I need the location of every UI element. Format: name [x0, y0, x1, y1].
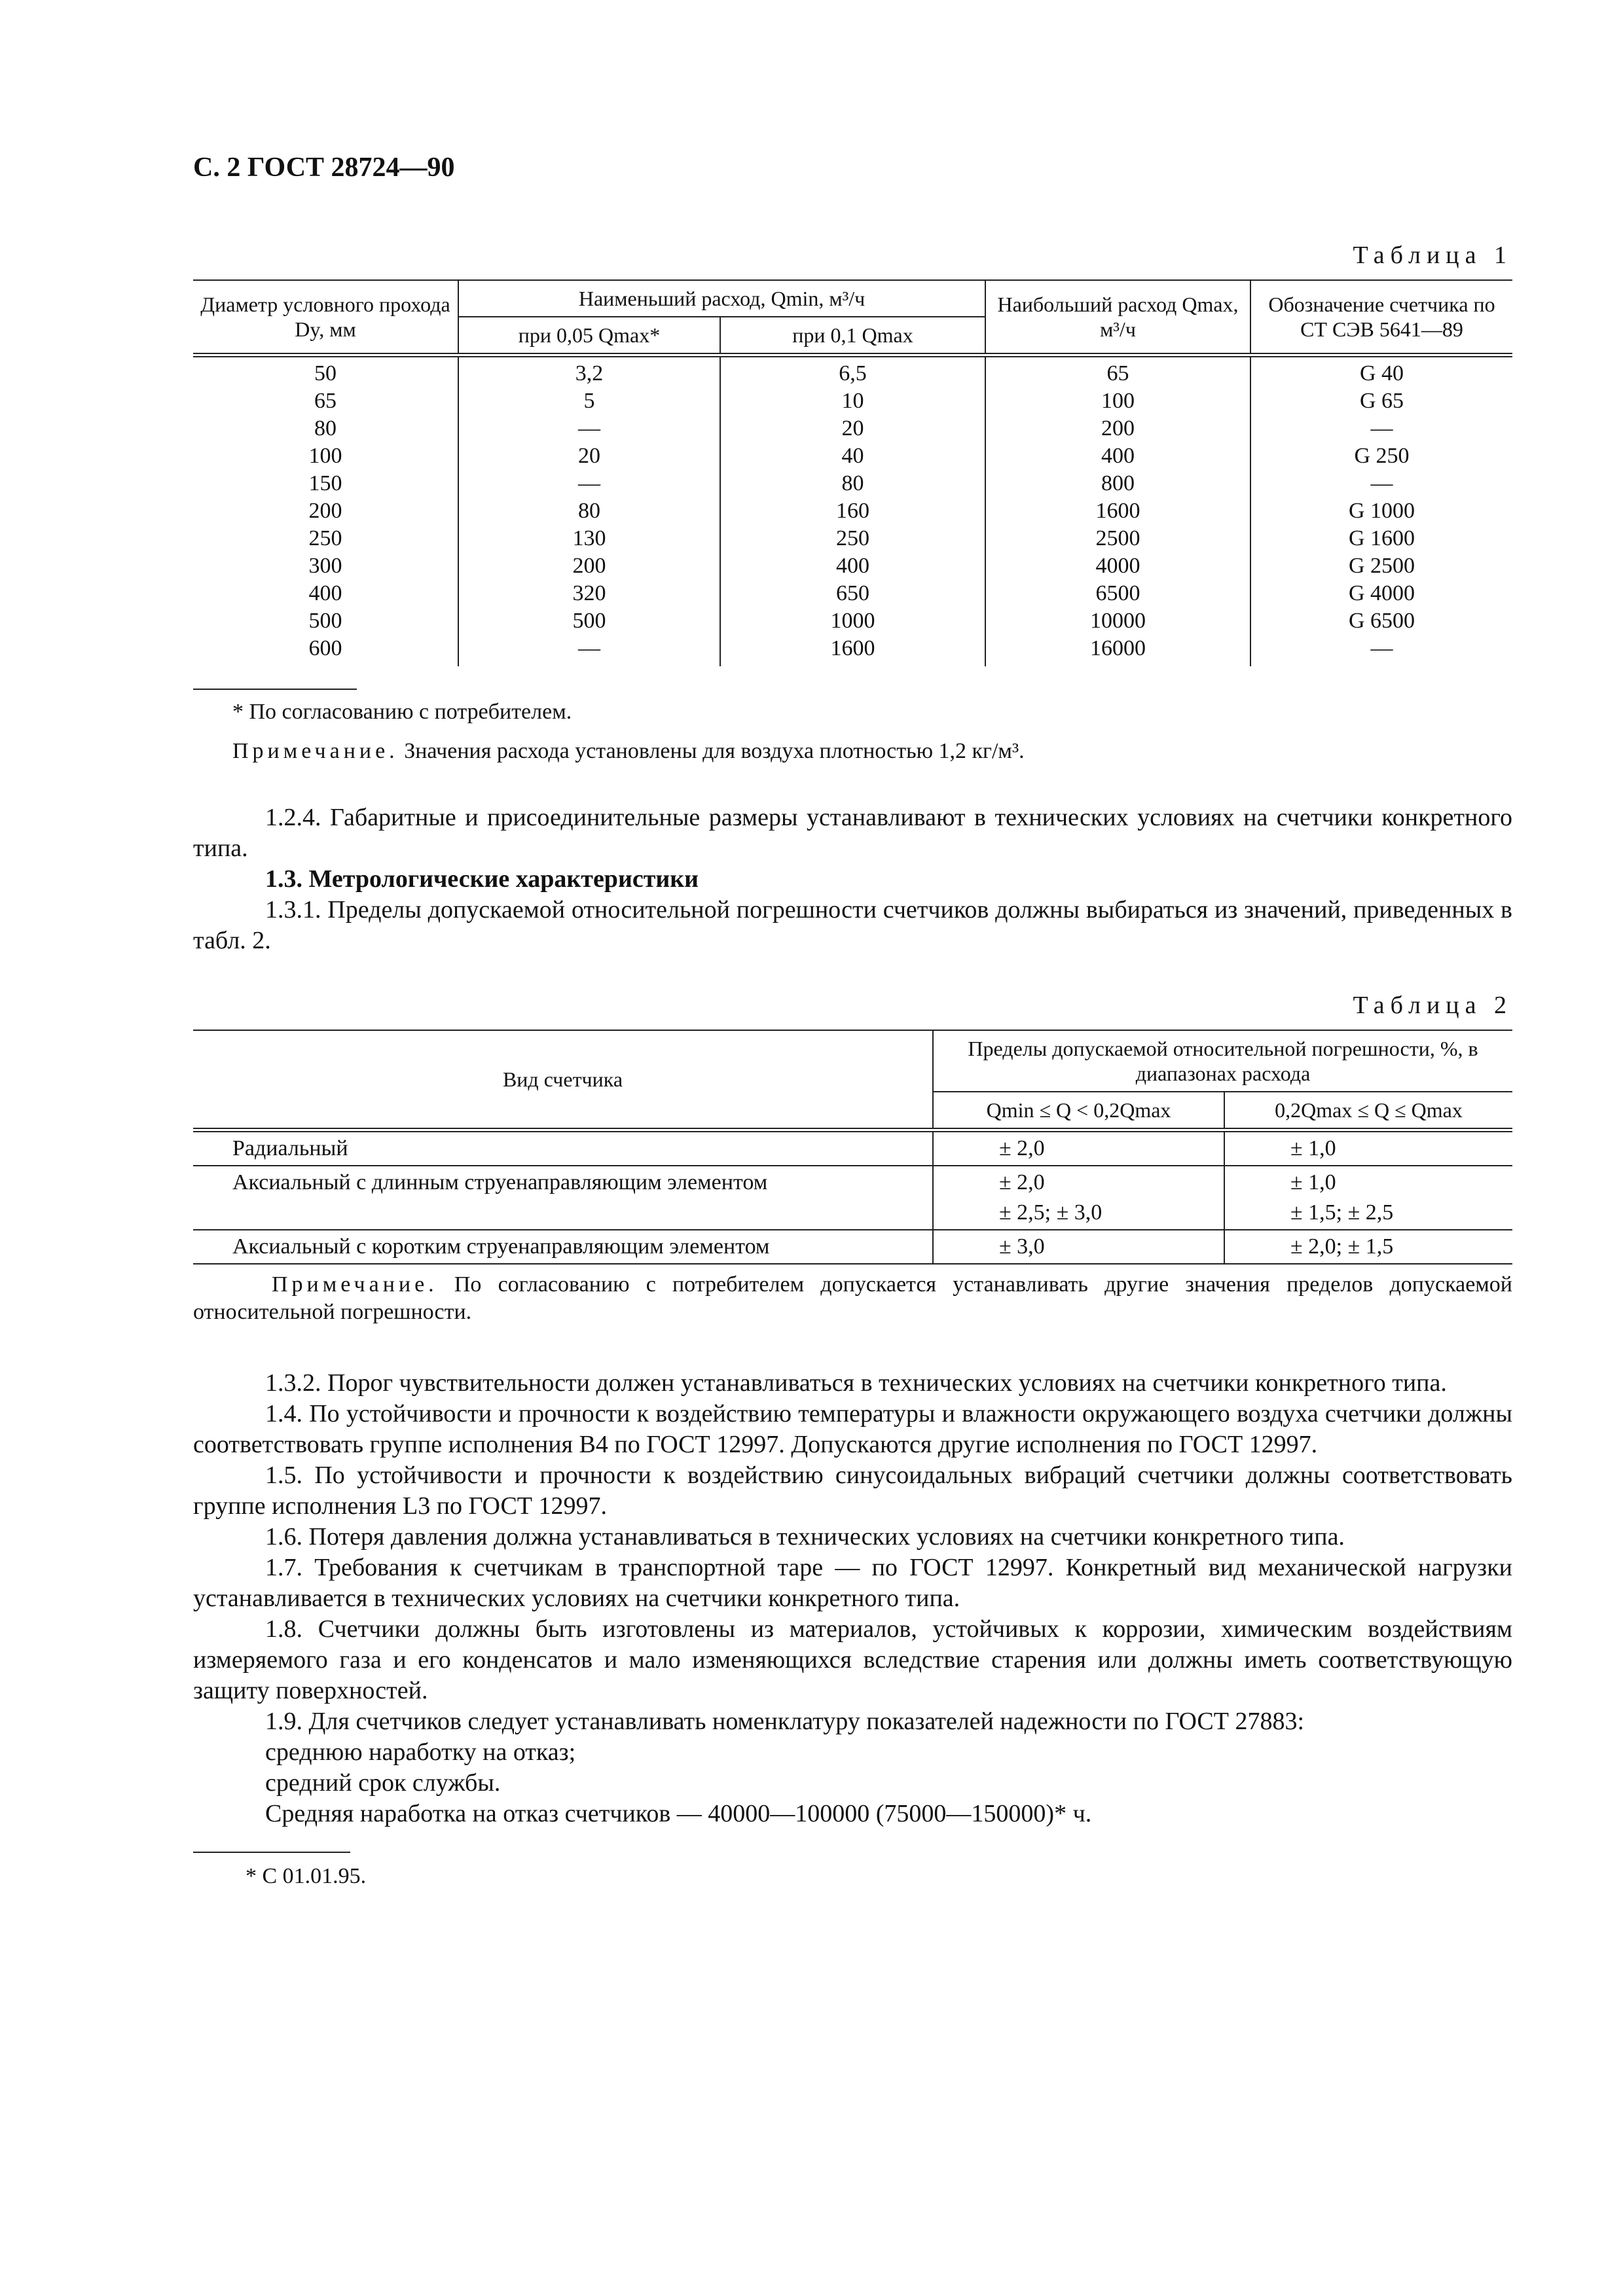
table1-cell: 20 [720, 415, 985, 442]
table2-col2-header: Пределы допускаемой относительной погрешности, %, в диапазонах расхода [933, 1030, 1512, 1092]
table1-cell: 500 [308, 609, 342, 633]
table1-row [193, 497, 1512, 525]
table1-cell: 400 [985, 442, 1250, 470]
table1-cell: 1600 [985, 497, 1250, 525]
table2-cell: ± 2,0 ± 2,5; ± 3,0 [933, 1166, 1224, 1230]
table1-cell: 10 [720, 387, 985, 415]
table2-row [193, 1230, 1512, 1264]
table1-cell: 250 [308, 526, 342, 550]
table2-note-text: По согласованию с потребителем допускается устанавливать другие значения пределов допускаемой относительной погрешности. [193, 1272, 1512, 1324]
page-header: С. 2 ГОСТ 28724—90 [193, 152, 455, 183]
footnote2: * С 01.01.95. [246, 1864, 367, 1888]
table1-cell: 16000 [985, 635, 1250, 666]
table1-col2b-header: при 0,1 Qmax [720, 317, 985, 355]
table2-col2b-header: 0,2Qmax ≤ Q ≤ Qmax [1224, 1092, 1512, 1130]
table1-cell: 80 [720, 470, 985, 497]
table1-row [193, 525, 1512, 552]
para-1-2-4: 1.2.4. Габаритные и присоединительные размеры устанавливают в технических условиях на счетчики конкретного типа. [193, 804, 1512, 862]
table1-cell: 3,2 [458, 355, 720, 388]
table2-body [193, 1130, 1512, 1265]
table1-cell: 130 [458, 525, 720, 552]
table1-cell: 400 [720, 552, 985, 580]
table2-col2a-header: Qmin ≤ Q < 0,2Qmax [933, 1092, 1224, 1130]
section-heading-1-3: 1.3. Метрологические характеристики [265, 865, 699, 893]
table2-cell: ± 3,0 [933, 1230, 1224, 1264]
table1-row [193, 442, 1512, 470]
list-item: Средняя наработка на отказ счетчиков — 40000—100000 (75000—150000)* ч. [265, 1800, 1092, 1827]
paragraph: 1.3.2. Порог чувствительности должен устанавливаться в технических условиях на счетчики конкретного типа. [265, 1369, 1447, 1397]
table1-note-label: Примечание. [232, 739, 399, 763]
table1-cell: 4000 [985, 552, 1250, 580]
table1-row [193, 580, 1512, 607]
table1-cell: 5 [458, 387, 720, 415]
table2-cell: ± 1,0 [1224, 1130, 1512, 1166]
table1-cell: 65 [985, 355, 1250, 388]
table1-note [193, 737, 1512, 766]
table1-cell: 10000 [985, 607, 1250, 635]
paragraph: 1.6. Потеря давления должна устанавливаться в технических условиях на счетчики конкретного типа. [265, 1523, 1345, 1551]
table1-cell: 200 [458, 552, 720, 580]
table1-row [193, 552, 1512, 580]
table1-cell: G 6500 [1250, 607, 1512, 635]
table1-body [193, 355, 1512, 667]
table1-col1-header: Диаметр условного прохода Dy, мм [193, 280, 458, 355]
table2 [193, 1030, 1512, 1265]
table1-cell: 50 [314, 361, 337, 386]
table1-cell: 65 [314, 389, 337, 413]
para-1-3-1: 1.3.1. Пределы допускаемой относительной погрешности счетчиков должны выбираться из значений, приведенных в табл. 2. [193, 896, 1512, 954]
table1-row [193, 355, 1512, 388]
table2-cell: Аксиальный с длинным струенаправляющим элементом [232, 1170, 768, 1194]
table1-note-text: Значения расхода установлены для воздуха плотностью 1,2 кг/м³. [398, 739, 1025, 763]
table1-cell: G 65 [1250, 387, 1512, 415]
table1-cell: 40 [720, 442, 985, 470]
table1-cell: 400 [308, 581, 342, 605]
table1-row [193, 470, 1512, 497]
table1-cell: — [1250, 470, 1512, 497]
paragraph: 1.9. Для счетчиков следует устанавливать номенклатуру показателей надежности по ГОСТ 27883: [265, 1708, 1305, 1735]
table2-cell: Аксиальный с коротким струенаправляющим элементом [232, 1234, 770, 1259]
table1-cell: G 2500 [1250, 552, 1512, 580]
table2-cell: Радиальный [232, 1136, 348, 1160]
paragraph: 1.8. Счетчики должны быть изготовлены из материалов, устойчивых к коррозии, химическим воздействиям измеряемого газа и его конденсатов и мало изменяющихся вследствие старения или должны иметь соответствующую защиту поверхностей. [193, 1615, 1512, 1704]
table2-cell: ± 1,0 ± 1,5; ± 2,5 [1224, 1166, 1512, 1230]
table1-cell: — [1250, 415, 1512, 442]
table1-cell: — [1250, 635, 1512, 666]
table1-cell: G 1600 [1250, 525, 1512, 552]
table1-cell: 500 [458, 607, 720, 635]
table1-row [193, 635, 1512, 666]
table1-cell: 200 [308, 499, 342, 523]
table2-col1-header: Вид счетчика [193, 1030, 933, 1130]
table2-note [193, 1271, 1512, 1326]
table1-cell: G 4000 [1250, 580, 1512, 607]
table2-row [193, 1166, 1512, 1230]
table1-col2a-header: при 0,05 Qmax* [458, 317, 720, 355]
table1-col3-header: Наибольший расход Qmax, м³/ч [985, 280, 1250, 355]
table1-cell: 650 [720, 580, 985, 607]
document-page [193, 151, 1512, 1891]
table1-cell: 100 [985, 387, 1250, 415]
paragraph: 1.5. По устойчивости и прочности к воздействию синусоидальных вибраций счетчики должны соответствовать группе исполнения L3 по ГОСТ 12997. [193, 1462, 1512, 1520]
table1-cell: 600 [308, 636, 342, 660]
table1-cell: 1600 [720, 635, 985, 666]
table1-cell: 800 [985, 470, 1250, 497]
paragraph: 1.4. По устойчивости и прочности к воздействию температуры и влажности окружающего воздуха счетчики должны соответствовать группе исполнения В4 по ГОСТ 12997. Допускаются другие исполнения по ГОСТ 12997. [193, 1400, 1512, 1458]
table1-cell: 150 [308, 471, 342, 495]
table1 [193, 279, 1512, 666]
table1-cell: 300 [308, 554, 342, 578]
table1-cell: 160 [720, 497, 985, 525]
list-item: средний срок службы. [265, 1769, 501, 1797]
table1-cell: — [458, 635, 720, 666]
table1-caption: Таблица 1 [1353, 242, 1512, 269]
table1-row [193, 607, 1512, 635]
table1-cell: 80 [314, 416, 337, 440]
table1-cell: 2500 [985, 525, 1250, 552]
table2-cell: ± 2,0 [933, 1130, 1224, 1166]
table1-cell: 250 [720, 525, 985, 552]
paragraphs-section-2 [193, 1368, 1512, 1737]
table2-cell: ± 2,0; ± 1,5 [1224, 1230, 1512, 1264]
table1-cell: G 40 [1250, 355, 1512, 388]
table1-cell: — [458, 415, 720, 442]
table1-cell: G 1000 [1250, 497, 1512, 525]
table1-cell: G 250 [1250, 442, 1512, 470]
footnote-rule [193, 689, 357, 690]
list-item: среднюю наработку на отказ; [265, 1738, 576, 1766]
table1-row [193, 387, 1512, 415]
table2-caption: Таблица 2 [1353, 992, 1512, 1019]
table1-cell: 20 [458, 442, 720, 470]
table1-col2-header: Наименьший расход, Qmin, м³/ч [458, 280, 985, 317]
table1-cell: 320 [458, 580, 720, 607]
table1-cell: — [458, 470, 720, 497]
reliability-list [193, 1737, 1512, 1829]
paragraph: 1.7. Требования к счетчикам в транспортной таре — по ГОСТ 12997. Конкретный вид механической нагрузки устанавливается в технических условиях на счетчики конкретного типа. [193, 1554, 1512, 1612]
table1-cell: 80 [458, 497, 720, 525]
table1-footnote: * По согласованию с потребителем. [232, 700, 572, 724]
table2-note-label: Примечание. [272, 1272, 438, 1297]
table1-cell: 200 [985, 415, 1250, 442]
footnote2-rule [193, 1852, 350, 1853]
table1-cell: 6500 [985, 580, 1250, 607]
table1-cell: 1000 [720, 607, 985, 635]
table1-col4-header: Обозначение счетчика по СТ СЭВ 5641—89 [1250, 280, 1512, 355]
table2-row [193, 1130, 1512, 1166]
table1-cell: 100 [308, 444, 342, 468]
table1-cell: 6,5 [720, 355, 985, 388]
table1-row [193, 415, 1512, 442]
